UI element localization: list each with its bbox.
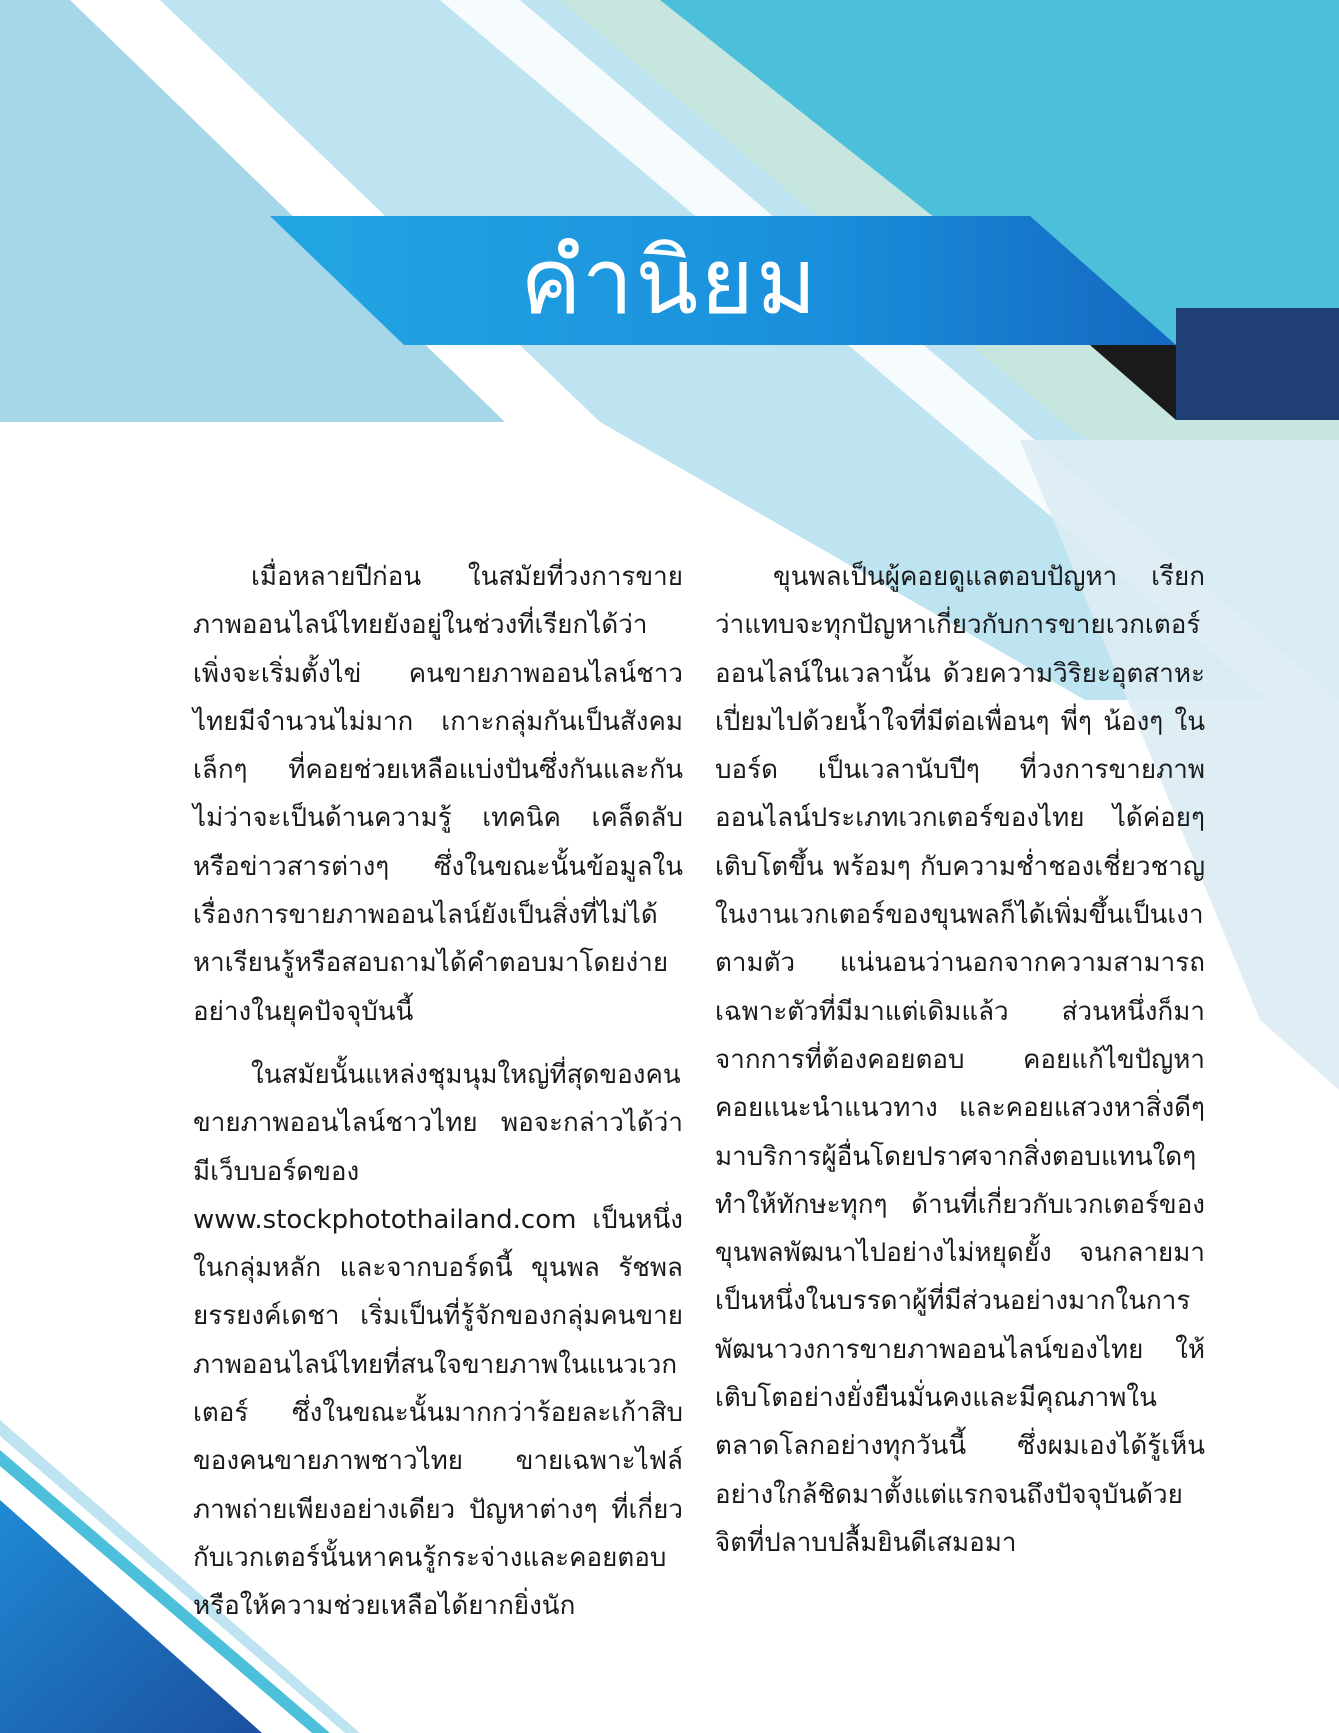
right-column	[715, 553, 1205, 1582]
left-column	[193, 553, 683, 1646]
right-paragraph-1: ขุนพลเป็นผู้คอยดูแลตอบปัญหา เรียกว่าแทบจะทุกปัญหาเกี่ยวกับการขายเวกเตอร์ออนไลน์ในเวลานั้น ด้วยความวิริยะอุตสาหะเปี่ยมไปด้วยน้ำใจที่มีต่อเพื่อนๆ พี่ๆ น้องๆ ในบอร์ด เป็นเวลานับปีๆ ที่วงการขายภาพออนไลน์ประเภทเวกเตอร์ของไทย ได้ค่อยๆ เติบโตขึ้น พร้อมๆ กับความช่ำชองเชี่ยวชาญในงานเวกเตอร์ของขุนพลก็ได้เพิ่มขึ้นเป็นเงาตามตัว แน่นอนว่านอกจากความสามารถเฉพาะตัวที่มีมาแต่เดิมแล้ว ส่วนหนึ่งก็มาจากการที่ต้องคอยตอบ คอยแก้ไขปัญหา คอยแนะนำแนวทาง และคอยแสวงหาสิ่งดีๆ มาบริการผู้อื่นโดยปราศจากสิ่งตอบแทนใดๆ ทำให้ทักษะทุกๆ ด้านที่เกี่ยวกับเวกเตอร์ของขุนพลพัฒนาไปอย่างไม่หยุดยั้ง จนกลายมาเป็นหนึ่งในบรรดาผู้ที่มีส่วนอย่างมากในการพัฒนาวงการขายภาพออนไลน์ของไทย ให้เติบโตอย่างยั่งยืนมั่นคงและมีคุณภาพในตลาดโลกอย่างทุกวันนี้ ซึ่งผมเองได้รู้เห็นอย่างใกล้ชิดมาตั้งแต่แรกจนถึงปัจจุบันด้วยจิตที่ปลาบปลื้มยินดีเสมอมา	[715, 562, 1205, 1558]
page-title: คำนิยม	[520, 228, 819, 335]
left-paragraph-2: ในสมัยนั้นแหล่งชุมนุมใหญ่ที่สุดของคนขายภาพออนไลน์ชาวไทย พอจะกล่าวได้ว่ามีเว็บบอร์ดของ www.stockphotothailand.com เป็นหนึ่งในกลุ่มหลัก และจากบอร์ดนี้ ขุนพล รัชพล ยรรยงค์เดชา เริ่มเป็นที่รู้จักของกลุ่มคนขายภาพออนไลน์ไทยที่สนใจขายภาพในแนวเวกเตอร์ ซึ่งในขณะนั้นมากกว่าร้อยละเก้าสิบของคนขายภาพชาวไทย ขายเฉพาะไฟล์ภาพถ่ายเพียงอย่างเดียว ปัญหาต่างๆ ที่เกี่ยวกับเวกเตอร์นั้นหาคนรู้กระจ่างและคอยตอบหรือให้ความช่วยเหลือได้ยากยิ่งนัก	[193, 1059, 683, 1622]
left-paragraph-1: เมื่อหลายปีก่อน ในสมัยที่วงการขายภาพออนไลน์ไทยยังอยู่ในช่วงที่เรียกได้ว่าเพิ่งจะเริ่มตั้งไข่ คนขายภาพออนไลน์ชาวไทยมีจำนวนไม่มาก เกาะกลุ่มกันเป็นสังคมเล็กๆ ที่คอยช่วยเหลือแบ่งปันซึ่งกันและกัน ไม่ว่าจะเป็นด้านความรู้ เทคนิค เคล็ดลับ หรือข่าวสารต่างๆ ซึ่งในขณะนั้นข้อมูลในเรื่องการขายภาพออนไลน์ยังเป็นสิ่งที่ไม่ได้หาเรียนรู้หรือสอบถามได้คำตอบมาโดยง่ายอย่างในยุคปัจจุบันนี้	[193, 562, 683, 1027]
